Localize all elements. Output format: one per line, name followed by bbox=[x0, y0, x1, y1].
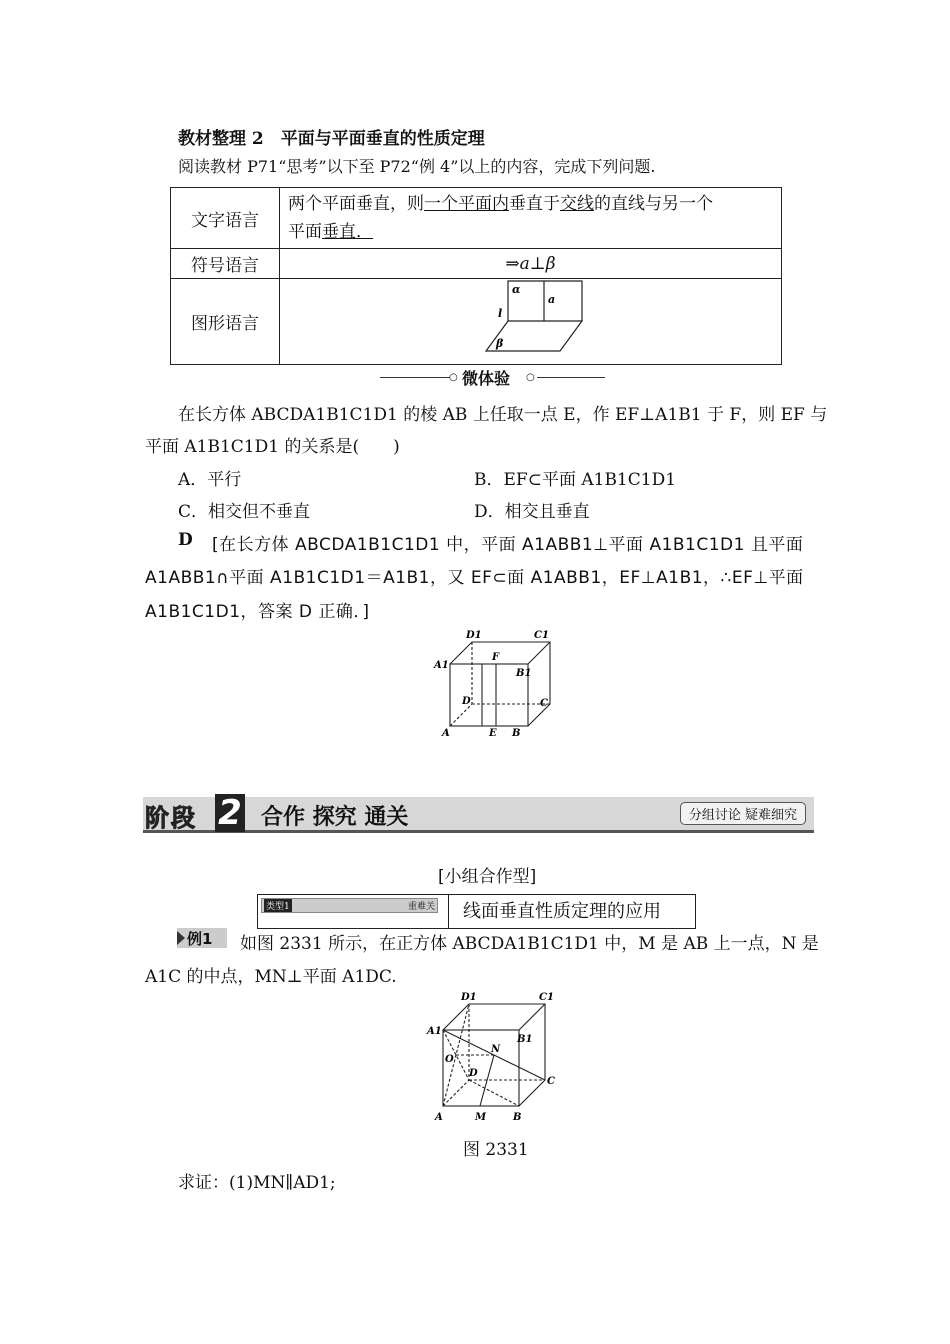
banner-tag: 分组讨论 疑难细究 bbox=[680, 802, 806, 825]
fig1-E: E bbox=[489, 728, 497, 739]
fig1-B1: B1 bbox=[516, 668, 532, 679]
fig1-F: F bbox=[492, 652, 500, 663]
fig1-C: C bbox=[540, 698, 548, 709]
fig2-D1: D1 bbox=[461, 992, 477, 1003]
proof-item-1: 求证：(1)MN∥AD1; bbox=[178, 1173, 336, 1193]
type-title: 线面垂直性质定理的应用 bbox=[463, 901, 661, 922]
row-label-symbol: 符号语言 bbox=[171, 249, 280, 279]
plane-figure bbox=[280, 279, 780, 359]
figure-caption: 图 2331 bbox=[463, 1140, 529, 1160]
option-c: C．相交但不垂直 bbox=[178, 502, 311, 522]
fig1-A1: A1 bbox=[434, 660, 449, 671]
fig-beta: β bbox=[496, 337, 504, 350]
fig2-B: B bbox=[513, 1112, 522, 1123]
example-text-2: A1C 的中点，MN⊥平面 A1DC. bbox=[145, 967, 397, 987]
answer-letter: D bbox=[178, 530, 193, 550]
banner-number: 2 bbox=[215, 794, 245, 832]
answer-line-2: A1ABB1∩平面 A1B1C1D1＝A1B1，又 EF⊂面 A1ABB1，EF⊥A1B1，∴EF⊥平面 bbox=[145, 568, 804, 588]
cuboid-figure-1 bbox=[430, 628, 560, 740]
fig2-O: O bbox=[445, 1054, 454, 1065]
fig1-C1: C1 bbox=[534, 630, 549, 641]
section-instruction: 阅读教材 P71“思考”以下至 P72“例 4”以上的内容，完成下列问题. bbox=[178, 157, 656, 176]
micro-question-2: 平面 A1B1C1D1 的关系是( ) bbox=[145, 437, 400, 457]
fig2-A: A bbox=[435, 1112, 443, 1123]
fig-alpha: α bbox=[512, 283, 521, 296]
row-text-language: 两个平面垂直，则一个平面内垂直于交线的直线与另一个 平面垂直． bbox=[280, 188, 782, 249]
row-label-text: 文字语言 bbox=[171, 188, 280, 249]
fig2-C1: C1 bbox=[539, 992, 554, 1003]
group-type-label: [小组合作型] bbox=[438, 867, 537, 887]
fig2-N: N bbox=[491, 1044, 501, 1055]
fig2-D: D bbox=[469, 1068, 478, 1079]
property-table bbox=[170, 187, 782, 365]
fig2-A1: A1 bbox=[427, 1026, 442, 1037]
fig1-D1: D1 bbox=[466, 630, 482, 641]
example-label-bg bbox=[177, 928, 227, 948]
answer-line-1: [在长方体 ABCDA1B1C1D1 中，平面 A1ABB1⊥平面 A1B1C1D1 且平面 bbox=[212, 535, 804, 555]
option-d: D．相交且垂直 bbox=[474, 502, 590, 522]
fig-l: l bbox=[498, 307, 503, 320]
fig-a: a bbox=[548, 293, 556, 306]
example-text-1: 如图 2331 所示，在正方体 ABCDA1B1C1D1 中，M 是 AB 上一点，N 是 bbox=[240, 934, 819, 954]
fig1-B: B bbox=[512, 728, 521, 739]
fig2-C: C bbox=[547, 1076, 555, 1087]
fig1-D: D bbox=[462, 696, 471, 707]
fig2-M: M bbox=[475, 1112, 487, 1123]
option-a: A．平行 bbox=[178, 470, 242, 490]
micro-question-1: 在长方体 ABCDA1B1C1D1 的棱 AB 上任取一点 E，作 EF⊥A1B1 于 F，则 EF 与 bbox=[178, 405, 828, 425]
answer-line-3: A1B1C1D1，答案 D 正确．] bbox=[145, 602, 370, 622]
fig1-A: A bbox=[442, 728, 450, 739]
banner-stage: 阶段 bbox=[145, 804, 197, 832]
row-label-figure: 图形语言 bbox=[171, 279, 280, 365]
section-title: 教材整理 2 平面与平面垂直的性质定理 bbox=[178, 129, 485, 149]
stage-banner bbox=[143, 793, 814, 833]
type-box bbox=[257, 894, 696, 929]
row-figure-cell bbox=[280, 279, 782, 365]
type-key-bar: 类型1 重难关 bbox=[261, 898, 438, 913]
banner-title: 合作 探究 通关 bbox=[261, 805, 409, 830]
cube-figure-2 bbox=[425, 990, 565, 1128]
row-symbol-value: ⇒a⊥β bbox=[280, 249, 782, 279]
example-label: 例1 bbox=[187, 930, 213, 948]
fig2-B1: B1 bbox=[517, 1034, 533, 1045]
micro-heading: 微体验 bbox=[462, 369, 511, 388]
option-b: B．EF⊂平面 A1B1C1D1 bbox=[474, 470, 677, 490]
